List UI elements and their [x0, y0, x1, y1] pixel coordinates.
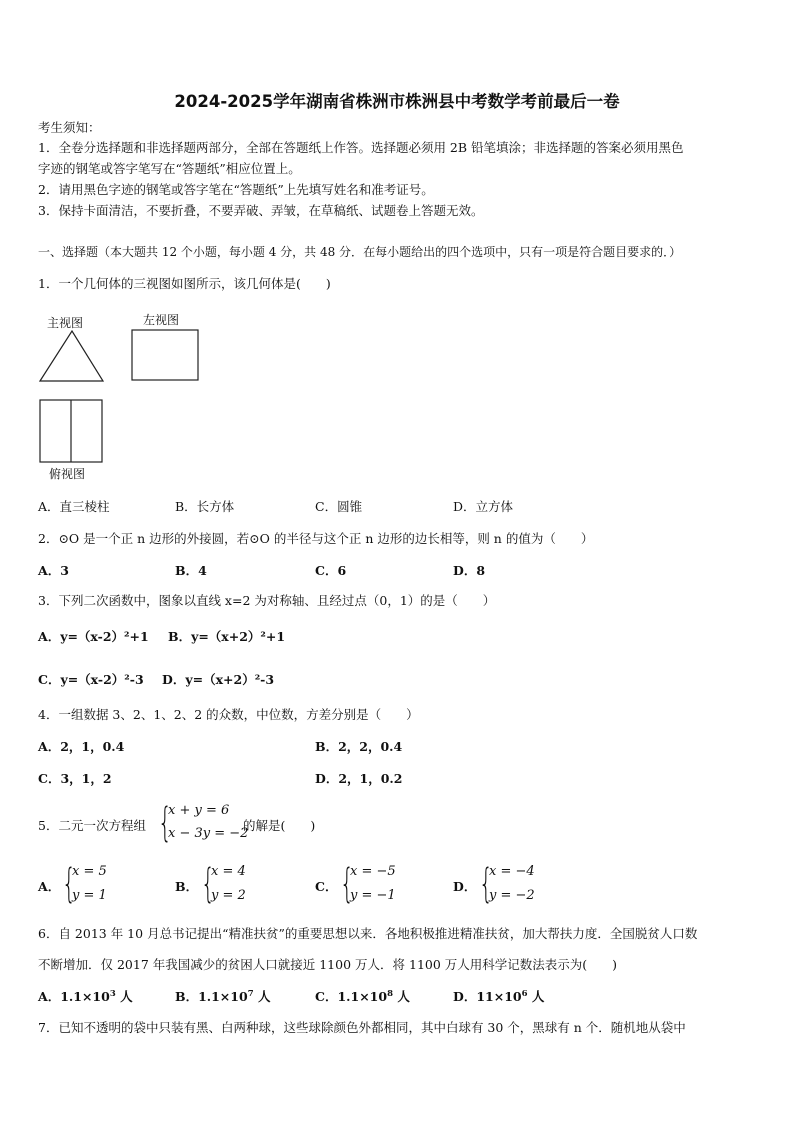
q4-stem: 4．一组数据 3、2、1、2、2 的众数，中位数，方差分别是（ ）: [38, 707, 419, 722]
three-view-figure: [34, 326, 234, 466]
q3-stem: 3．下列二次函数中，图象以直线 x=2 为对称轴、且经过点（0，1）的是（ ）: [38, 593, 496, 608]
q1-option-b: B．长方体: [175, 499, 235, 514]
q6-option-c: C．$1.1\times 10^8$ 人: [315, 989, 410, 1004]
q2-stem: 2．⊙O 是一个正 n 边形的外接圆，若⊙O 的半径与这个正 n 边形的边长相等，则 n 的值为（ ）: [38, 531, 594, 546]
q5-option-c-label: C．: [315, 879, 338, 894]
q5-a-eq2: y = 1: [72, 888, 107, 903]
q3-option-b: B．y=（x+2）²+1: [168, 629, 286, 644]
notice-line-3: 3．保持卡面清洁，不要折叠，不要弄破、弄皱，在草稿纸、试题卷上答题无效。: [38, 203, 484, 218]
q2-option-a: A．3: [38, 563, 69, 578]
q6-option-d: D．$11\times 10^6$ 人: [453, 989, 545, 1004]
q5-brace: {: [158, 800, 172, 846]
q6-stem-line-1: 6．自 2013 年 10 月总书记提出“精准扶贫”的重要思想以来．各地积极推进精准扶贫，加大帮扶力度．全国脱贫人口数: [38, 926, 698, 941]
q4-option-a: A．2，1，0.4: [38, 739, 125, 754]
q5-option-d-label: D．: [453, 879, 477, 894]
notice-heading: 考生须知：: [38, 120, 101, 135]
q7-stem: 7．已知不透明的袋中只装有黑、白两种球，这些球除颜色外都相同，其中白球有 30 个，黑球有 n 个．随机地从袋中: [38, 1020, 686, 1035]
front-view-label: 主视图: [47, 316, 84, 330]
top-view-label: 俯视图: [49, 467, 86, 481]
q2-option-d: D．8: [453, 563, 486, 578]
q5-b-eq2: y = 2: [211, 888, 246, 903]
q5-option-b-label: B．: [175, 879, 199, 894]
q5-d-eq2: y = −2: [489, 888, 535, 903]
q1-option-c: C．圆锥: [315, 499, 363, 514]
q5-c-eq1: x = −5: [350, 864, 396, 879]
q4-option-d: D．2，1，0.2: [315, 771, 403, 786]
q2-option-b: B．4: [175, 563, 207, 578]
q6-stem-line-2: 不断增加．仅 2017 年我国减少的贫困人口就接近 1100 万人．将 1100 万人用科学记数法表示为( ): [38, 957, 618, 972]
q3-option-d: D．y=（x+2）²-3: [162, 672, 275, 687]
q1-option-d: D．立方体: [453, 499, 514, 514]
left-view-rectangle: [132, 330, 198, 380]
left-view-label: 左视图: [143, 313, 180, 327]
q5-stem-pre: 5．二元一次方程组: [38, 818, 146, 833]
q5-option-a-label: A．: [38, 879, 61, 894]
section-heading: 一、选择题（本大题共 12 个小题，每小题 4 分，共 48 分．在每小题给出的四个选项中，只有一项是符合题目要求的．）: [38, 245, 682, 259]
q5-d-eq1: x = −4: [489, 864, 535, 879]
q5-eq2: x − 3y = −2: [168, 826, 249, 841]
q5-a-eq1: x = 5: [72, 864, 107, 879]
q1-option-a: A．直三棱柱: [38, 499, 110, 514]
q3-option-c: C．y=（x-2）²-3: [38, 672, 144, 687]
q5-eq1: x + y = 6: [168, 803, 230, 818]
notice-line-2: 2．请用黑色字迹的钢笔或答字笔在“答题纸”上先填写姓名和准考证号。: [38, 182, 434, 197]
page-title: 2024-2025学年湖南省株洲市株洲县中考数学考前最后一卷: [174, 92, 620, 111]
q4-option-c: C．3，1，2: [38, 771, 112, 786]
q3-option-a: A．y=（x-2）²+1: [38, 629, 149, 644]
notice-line-1b: 字迹的钢笔或答字笔写在“答题纸”相应位置上。: [38, 161, 301, 176]
notice-line-1: 1．全卷分选择题和非选择题两部分，全部在答题纸上作答。选择题必须用 2B 铅笔填涂；非选择题的答案必须用黑色: [38, 140, 684, 155]
q5-b-eq1: x = 4: [211, 864, 246, 879]
q5-c-eq2: y = −1: [350, 888, 396, 903]
q2-option-c: C．6: [315, 563, 347, 578]
q1-stem: 1．一个几何体的三视图如图所示，该几何体是( ): [38, 276, 331, 291]
q4-option-b: B．2，2，0.4: [315, 739, 403, 754]
q5-stem-post: 的解是( ): [243, 818, 316, 833]
front-view-triangle: [40, 331, 103, 381]
q6-option-a: A．$1.1\times 10^3$ 人: [38, 989, 133, 1004]
q6-option-b: B．$1.1\times 10^7$ 人: [175, 989, 271, 1004]
